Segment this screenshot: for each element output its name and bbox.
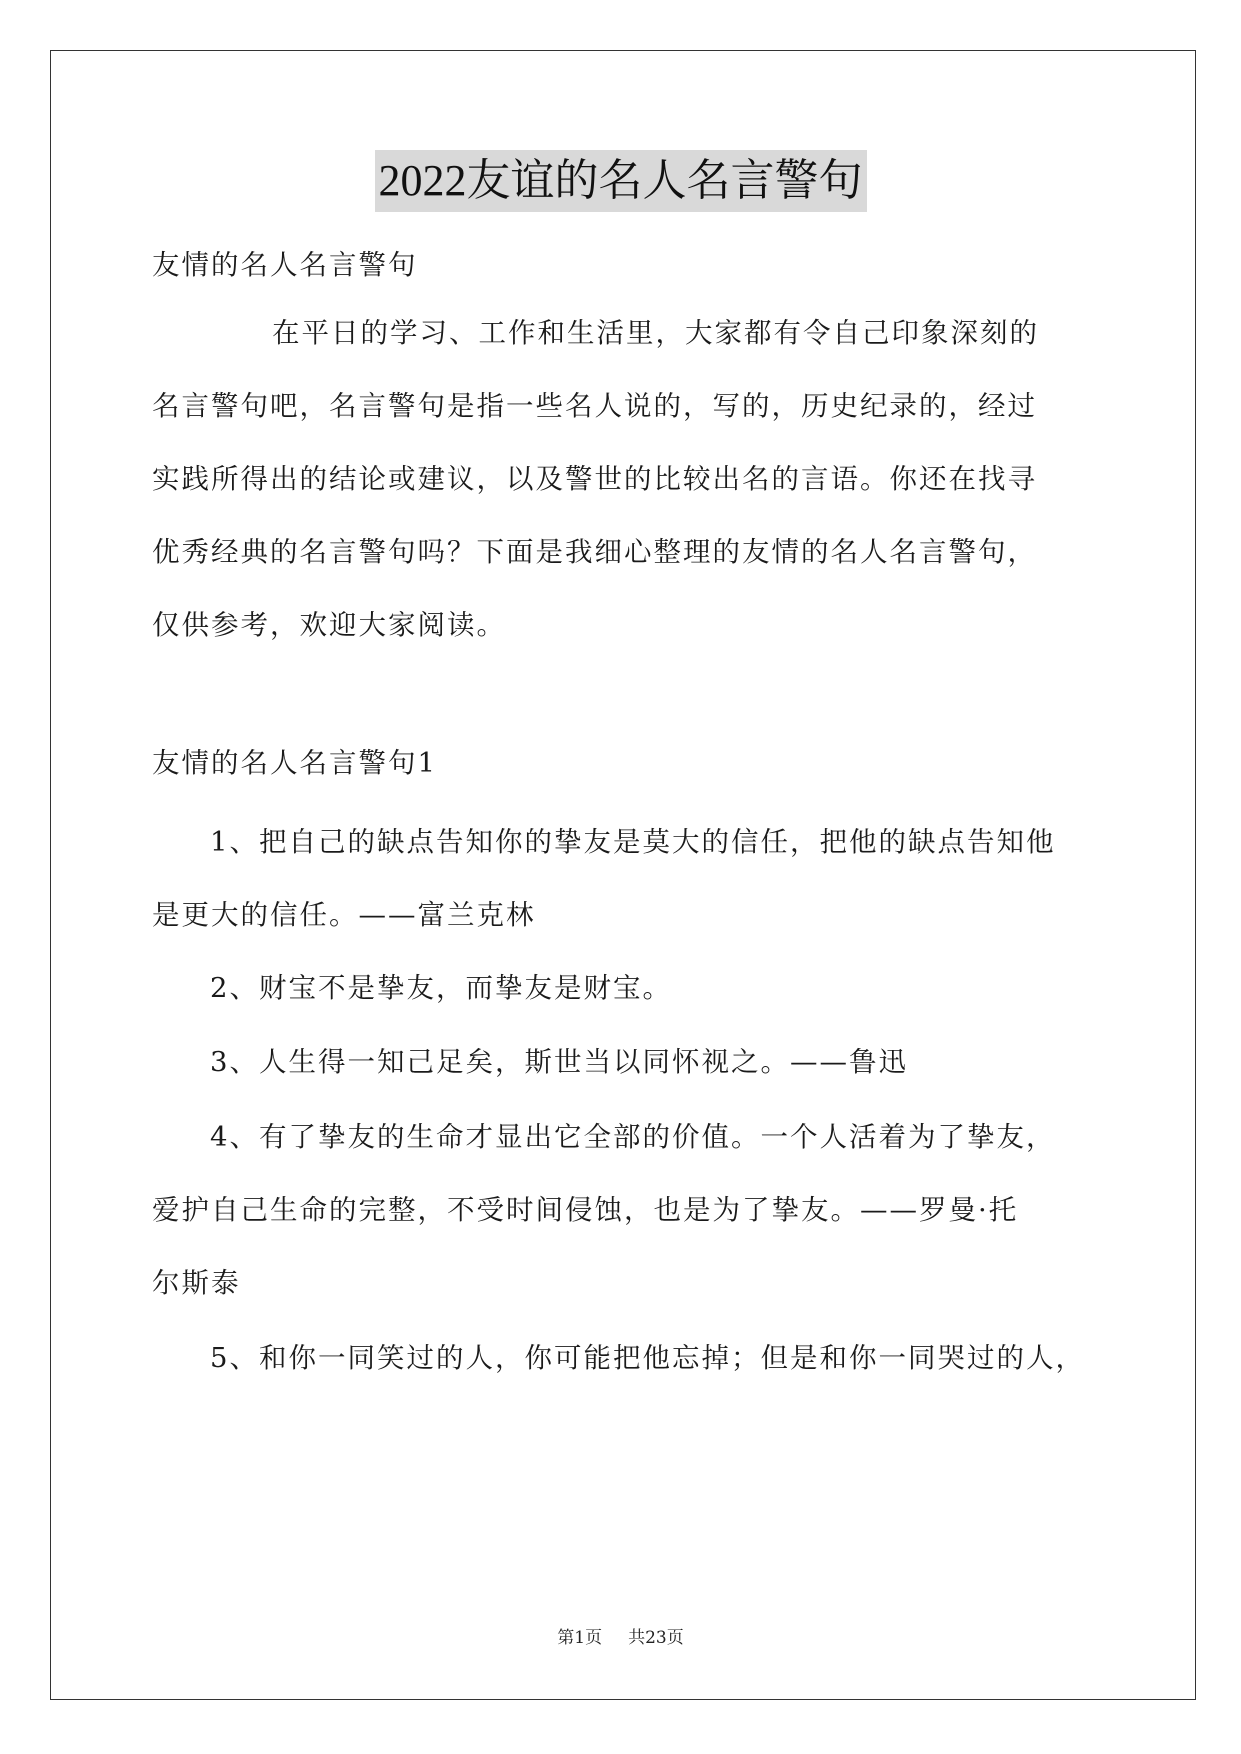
section-heading: 友情的名人名言警句1: [152, 747, 437, 779]
intro-line: 在平日的学习、工作和生活里，大家都有令自己印象深刻的: [272, 317, 1039, 349]
quote-line: 1、把自己的缺点告知你的挚友是莫大的信任，把他的缺点告知他: [210, 826, 1056, 858]
quote-line: 是更大的信任。——富兰克林: [152, 899, 536, 931]
quote-line: 尔斯泰: [152, 1267, 241, 1299]
intro-line: 仅供参考，欢迎大家阅读。: [152, 609, 506, 641]
quote-line: 爱护自己生命的完整，不受时间侵蚀，也是为了挚友。——罗曼·托: [152, 1194, 1019, 1226]
subtitle: 友情的名人名言警句: [152, 249, 418, 281]
quote-line: 3、人生得一知己足矣，斯世当以同怀视之。——鲁迅: [210, 1046, 908, 1078]
intro-line: 名言警句吧，名言警句是指一些名人说的，写的，历史纪录的，经过: [152, 390, 1037, 422]
quote-line: 5、和你一同笑过的人，你可能把他忘掉；但是和你一同哭过的人，: [210, 1342, 1085, 1374]
document-title: 2022友谊的名人名言警句: [375, 150, 867, 212]
title-container: [0, 150, 1241, 212]
intro-line: 优秀经典的名言警句吗？下面是我细心整理的友情的名人名言警句，: [152, 536, 1037, 568]
intro-line: 实践所得出的结论或建议，以及警世的比较出名的言语。你还在找寻: [152, 463, 1037, 495]
page-number: 第1页: [557, 1628, 603, 1648]
quote-line: 2、财宝不是挚友，而挚友是财宝。: [210, 972, 672, 1004]
quote-line: 4、有了挚友的生命才显出它全部的价值。一个人活着为了挚友，: [210, 1121, 1056, 1153]
page-border: [50, 50, 1196, 1700]
page-footer: [0, 1626, 1241, 1650]
page-total: 共23页: [628, 1628, 684, 1648]
